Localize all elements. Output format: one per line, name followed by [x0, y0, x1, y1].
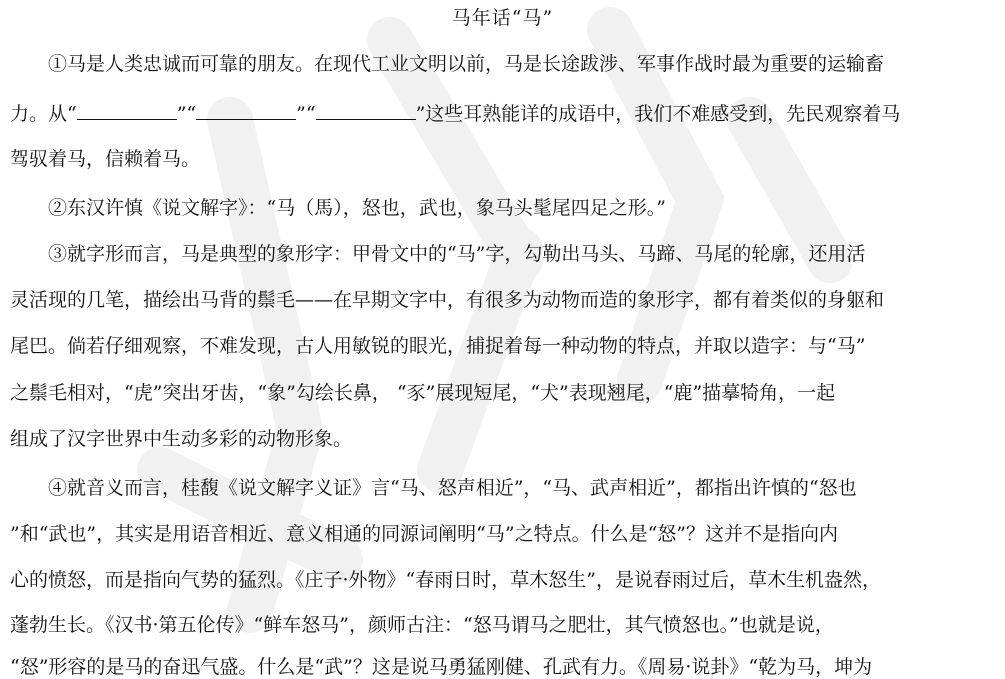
text-segment: ”“	[176, 103, 197, 125]
paragraph-3-line-4: 之鬃毛相对，“虎”突出牙齿，“象”勾绘长鼻， “豕”展现短尾，“犬”表现翘尾，“鹿”描摹犄角，一起	[10, 382, 836, 404]
paragraph-4-line-2: ”和“武也”，其实是用语音相近、意义相通的同源词阐明“马”之特点。什么是“怒”？这并不是指向内	[10, 523, 838, 545]
paragraph-4-line-3: 心的愤怒，而是指向气势的猛烈。《庄子·外物》“春雨日时，草木怒生”，是说春雨过后，草木生机盎然，	[10, 569, 881, 591]
paragraph-4-line-1: ④就音义而言，桂馥《说文解字义证》言“马、怒声相近”，“马、武声相近”，都指出许慎的“怒也	[48, 477, 857, 499]
paragraph-4-line-5: “怒”形容的是马的奋迅气盛。什么是“武”？这是说马勇猛刚健、孔武有力。《周易·说卦》“乾为马，坤为	[10, 656, 873, 678]
paragraph-1-line-1: ①马是人类忠诚而可靠的朋友。在现代工业文明以前，马是长途跋涉、军事作战时最为重要的运输畜	[48, 53, 885, 75]
paragraph-3-line-2	[10, 288, 1000, 312]
blank-3	[316, 103, 416, 120]
paragraph-3-line-3: 尾巴。倘若仔细观察，不难发现，古人用敏锐的眼光，捕捉着每一种动物的特点，并取以造字：与“马”	[10, 335, 866, 357]
blank-2	[196, 103, 296, 120]
paragraph-3-line-1: ③就字形而言，马是典型的象形字：甲骨文中的“马”字，勾勒出马头、马蹄、马尾的轮廓，还用活	[48, 243, 866, 265]
underlined-text: 在早期文字中，有很多为动物而造的象形字，都有着类似的身躯和	[333, 289, 885, 311]
page-title: 马年话“马”	[451, 7, 554, 29]
text-segment: 灵活现的几笔，描绘出马背的鬃毛——	[10, 289, 334, 311]
paragraph-4-line-4: 蓬勃生长。《汉书·第五伦传》“鲜车怒马”，颜师古注：“怒马谓马之肥壮，其气愤怒也。”也就是说，	[10, 614, 834, 636]
paragraph-2-line-1: ②东汉许慎《说文解字》：“马（馬），怒也，武也，象马头髦尾四足之形。”	[48, 197, 666, 219]
paragraph-3-line-5: 组成了汉字世界中生动多彩的动物形象。	[10, 428, 353, 450]
text-segment: ”这些耳熟能详的成语中，我们不难感受到，先民观察着马	[415, 103, 901, 125]
paragraph-1-line-2	[10, 102, 1000, 126]
paragraph-1-line-3: 驾驭着马，信赖着马。	[10, 148, 201, 170]
blank-1	[77, 103, 177, 120]
text-segment: ”“	[296, 103, 316, 125]
text-segment: 力。从“	[10, 103, 77, 125]
